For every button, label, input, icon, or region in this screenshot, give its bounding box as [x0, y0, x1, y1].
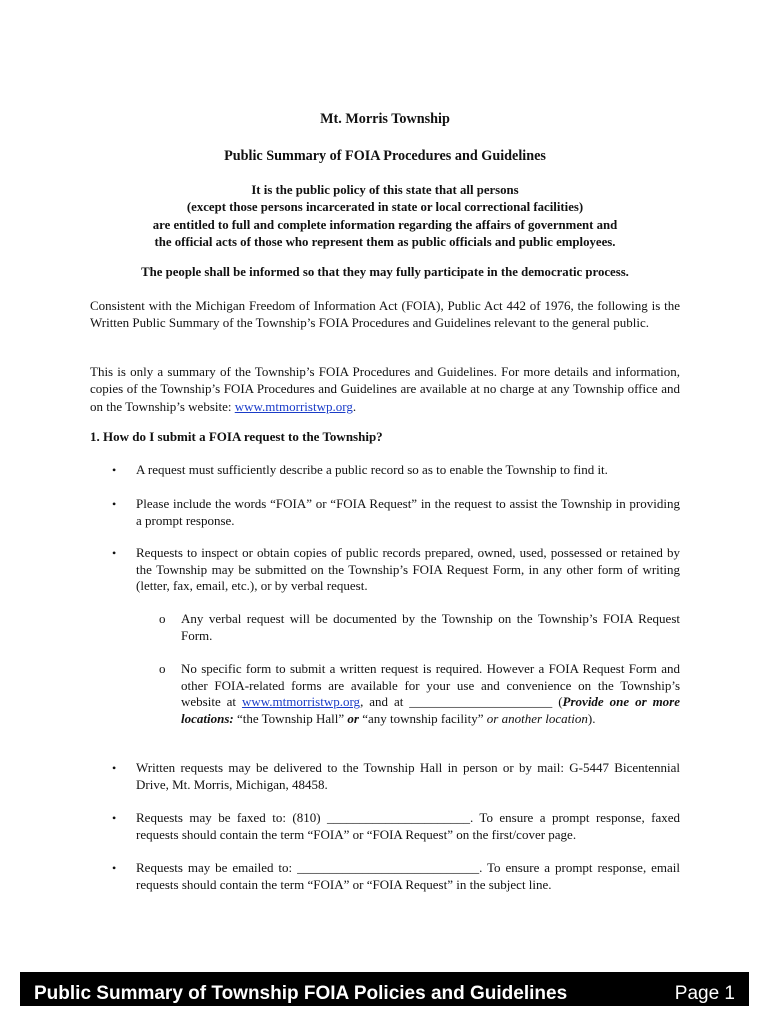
document-title: Mt. Morris Township — [320, 111, 450, 127]
sub-list-item-text: Any verbal request will be documented by the Township on the Township’s FOIA Request Form. — [181, 611, 680, 643]
list-item — [112, 462, 680, 479]
or-word: or — [347, 710, 359, 726]
policy-line: the official acts of those who represent them as public officials and public employees. — [154, 234, 616, 249]
list-item-text: Requests to inspect or obtain copies of public records prepared, owned, used, possessed or retained by the Township may be submitted on the Township’s FOIA Request Form, in any other form of writing (letter, fax, email, etc.), or by verbal request. — [136, 545, 680, 594]
intro-paragraph: Consistent with the Michigan Freedom of Information Act (FOIA), Public Act 442 of 1976, the following is the Written Public Summary of the Township’s FOIA Procedures and Guidelines relevant to the general public. — [90, 298, 680, 331]
list-item — [112, 545, 680, 595]
public-policy-statement — [60, 182, 710, 251]
township-website-link[interactable]: www.mtmorristwp.org — [234, 398, 353, 414]
page-number: Page 1 — [674, 983, 735, 1004]
list-item — [112, 496, 680, 529]
bullet-icon: • — [112, 463, 117, 477]
summary-text: This is only a summary of the Township’s FOIA Procedures and Guidelines. For more details and information, copies of the Township’s FOIA Procedures and Guidelines are available at no charge at any Township office and on the Township’s website: — [90, 364, 680, 414]
sub-list-item-text: , and at ______________________ ( — [360, 694, 563, 710]
document-subtitle: Public Summary of FOIA Procedures and Guidelines — [224, 148, 546, 164]
policy-line: It is the public policy of this state that all persons — [251, 183, 519, 197]
list-item — [112, 810, 680, 843]
footer-title: Public Summary of Township FOIA Policies and Guidelines — [34, 983, 568, 1004]
bullet-icon: • — [112, 761, 117, 775]
circle-bullet-icon: o — [159, 611, 166, 626]
sub-list-item-end: ). — [587, 710, 596, 726]
list-item — [112, 860, 680, 893]
page-footer — [20, 972, 749, 1006]
summary-paragraph — [90, 363, 680, 415]
circle-bullet-icon: o — [159, 661, 166, 676]
location-option: “the Township Hall” — [233, 710, 348, 726]
policy-line: are entitled to full and complete information regarding the affairs of government and — [152, 217, 618, 232]
sub-list-item — [159, 611, 680, 644]
policy-line: (except those persons incarcerated in state or local correctional facilities) — [186, 200, 584, 215]
list-item-text: Requests may be emailed to: ____________________________. To ensure a prompt response, email requests should contain the term “FOIA” or “FOIA Request” in the subject line. — [136, 860, 680, 892]
list-item-text: A request must sufficiently describe a public record so as to enable the Township to find it. — [136, 462, 608, 477]
or-another-location: or another location — [486, 710, 588, 726]
bullet-icon: • — [112, 497, 117, 511]
summary-end: . — [352, 398, 357, 414]
locations-prompt: Provide one or more locations: — [181, 694, 681, 726]
sub-list-item-text: No specific form to submit a written request is required. However a FOIA Request Form and other FOIA-related forms are available for your use and convenience on the Township’s website at — [181, 661, 680, 710]
list-item-text: Requests may be faxed to: (810) ______________________. To ensure a prompt response, faxed requests should contain the term “FOIA” or “FOIA Request” on the first/cover page. — [136, 810, 680, 842]
sub-list-item — [159, 661, 681, 727]
informed-statement: The people shall be informed so that they may fully participate in the democratic process. — [141, 265, 629, 279]
list-item-text: Written requests may be delivered to the Township Hall in person or by mail: G-5447 Bicentennial Drive, Mt. Morris, Michigan, 48458. — [136, 760, 680, 792]
bullet-icon: • — [112, 861, 117, 875]
township-website-link[interactable]: www.mtmorristwp.org — [241, 694, 361, 710]
list-item — [112, 760, 680, 793]
location-option: “any township facility” — [358, 710, 487, 726]
bullet-icon: • — [112, 811, 117, 825]
bullet-icon: • — [112, 546, 117, 560]
list-item-text: Please include the words “FOIA” or “FOIA Request” in the request to assist the Township in providing a prompt response. — [136, 496, 680, 528]
section-heading: 1. How do I submit a FOIA request to the Township? — [90, 429, 383, 444]
